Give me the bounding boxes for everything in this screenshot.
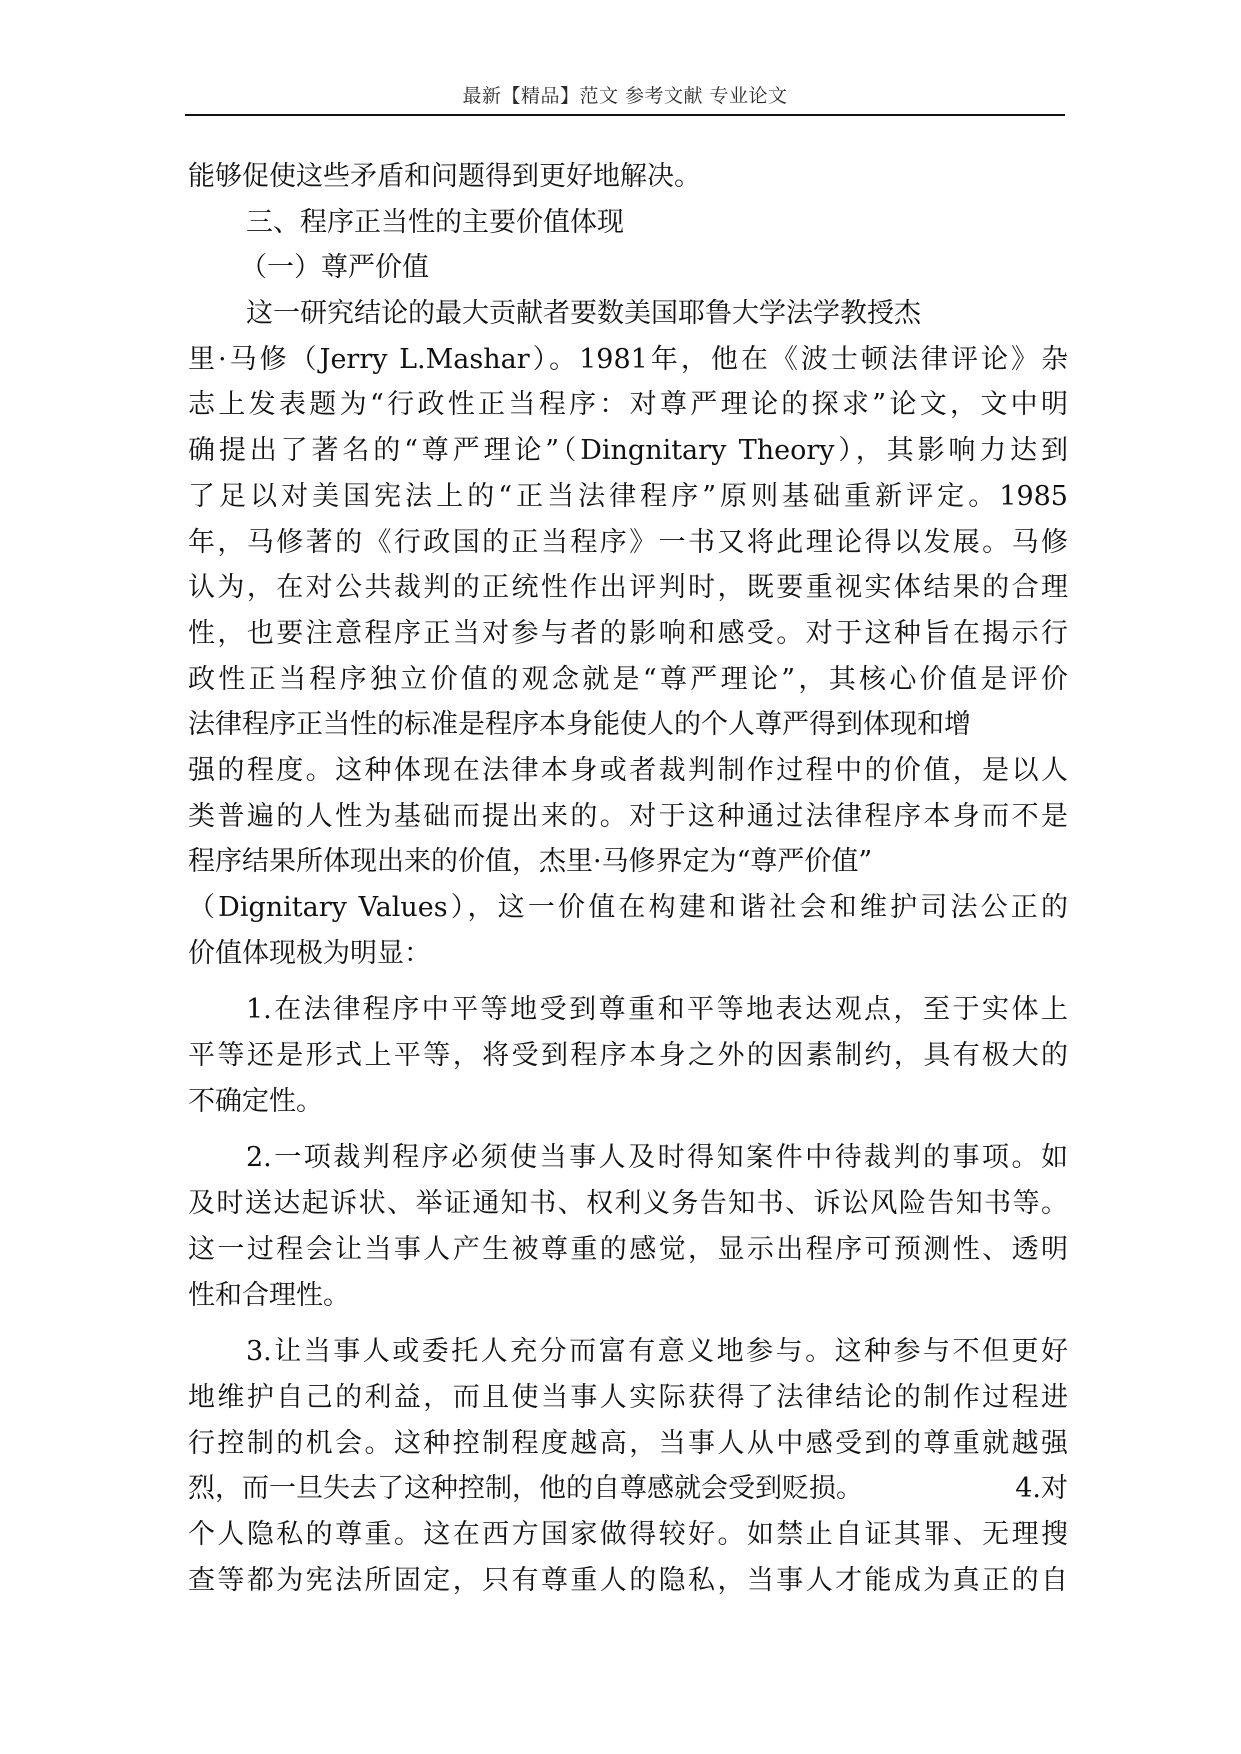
- subsection-heading: （一）尊严价值: [240, 252, 429, 284]
- list-item-line: 这一过程会让当事人产生被尊重的感觉，显示出程序可预测性、透明: [188, 1233, 1068, 1265]
- paragraph-line: 类普遍的人性为基础而提出来的。对于这种通过法律程序本身而不是: [188, 800, 1068, 832]
- paragraph-line: 这一研究结论的最大贡献者要数美国耶鲁大学法学教授杰: [246, 298, 921, 330]
- list-item-text: 烈，而一旦失去了这种控制，他的自尊感就会受到贬损。: [188, 1473, 863, 1505]
- list-item-line: 地维护自己的利益，而且使当事人实际获得了法律结论的制作过程进: [188, 1381, 1068, 1413]
- paragraph-line: 了足以对美国宪法上的“正当法律程序”原则基础重新评定。1985: [188, 480, 1068, 512]
- paragraph-line: 年，马修著的《行政国的正当程序》一书又将此理论得以发展。马修: [188, 526, 1068, 558]
- paragraph-line: 认为，在对公共裁判的正统性作出评判时，既要重视实体结果的合理: [188, 572, 1068, 604]
- paragraph-line: 政性正当程序独立价值的观念就是“尊严理论”，其核心价值是评价: [188, 663, 1068, 695]
- list-item-line: 2.一项裁判程序必须使当事人及时得知案件中待裁判的事项。如: [246, 1142, 1068, 1174]
- list-item-line: 个人隐私的尊重。这在西方国家做得较好。如禁止自证其罪、无理搜: [188, 1518, 1068, 1550]
- list-item-line: 及时送达起诉状、举证通知书、权利义务告知书、诉讼风险告知书等。: [188, 1188, 1068, 1220]
- section-heading: 三、程序正当性的主要价值体现: [246, 206, 624, 238]
- list-item-line: 1.在法律程序中平等地受到尊重和平等地表达观点，至于实体上: [246, 994, 1068, 1026]
- paragraph-line: 性，也要注意程序正当对参与者的影响和感受。对于这种旨在揭示行: [188, 617, 1068, 649]
- list-item-line: 平等还是形式上平等，将受到程序本身之外的因素制约，具有极大的: [188, 1040, 1068, 1072]
- paragraph-line: 价值体现极为明显：: [188, 937, 431, 969]
- list-item-line: 行控制的机会。这种控制程度越高，当事人从中感受到的尊重就越强: [188, 1427, 1068, 1459]
- paragraph-line: 程序结果所体现出来的价值，杰里·马修界定为“尊严价值”: [188, 846, 873, 878]
- list-item-line: 性和合理性。: [188, 1279, 350, 1311]
- paragraph-line: 志上发表题为“行政性正当程序：对尊严理论的探求”论文，文中明: [188, 389, 1068, 421]
- page-header: 最新【精品】范文 参考文献 专业论文: [462, 85, 788, 107]
- document-body: [188, 154, 1068, 1603]
- list-item-line: 3.让当事人或委托人充分而富有意义地参与。这种参与不但更好: [246, 1336, 1068, 1368]
- list-item-line: 查等都为宪法所固定，只有尊重人的隐私，当事人才能成为真正的自: [188, 1564, 1068, 1596]
- list-item-line: [188, 1466, 1068, 1512]
- paragraph-line: 确提出了著名的“尊严理论”（Dingnitary Theory），其影响力达到: [188, 435, 1068, 467]
- paragraph-line: 能够促使这些矛盾和问题得到更好地解决。: [188, 161, 701, 192]
- paragraph-line: 法律程序正当性的标准是程序本身能使人的个人尊严得到体现和增: [188, 709, 971, 741]
- paragraph-line: （Dignitary Values），这一价值在构建和谐社会和维护司法公正的: [188, 892, 1068, 923]
- paragraph-line: 强的程度。这种体现在法律本身或者裁判制作过程中的价值，是以人: [188, 754, 1068, 786]
- header-divider: [185, 114, 1065, 116]
- paragraph-line: 里·马修（Jerry L.Mashar）。1981年，他在《波士顿法律评论》杂: [188, 343, 1068, 375]
- list-item-number: 4.对: [1015, 1473, 1068, 1505]
- list-item-line: 不确定性。: [188, 1085, 323, 1117]
